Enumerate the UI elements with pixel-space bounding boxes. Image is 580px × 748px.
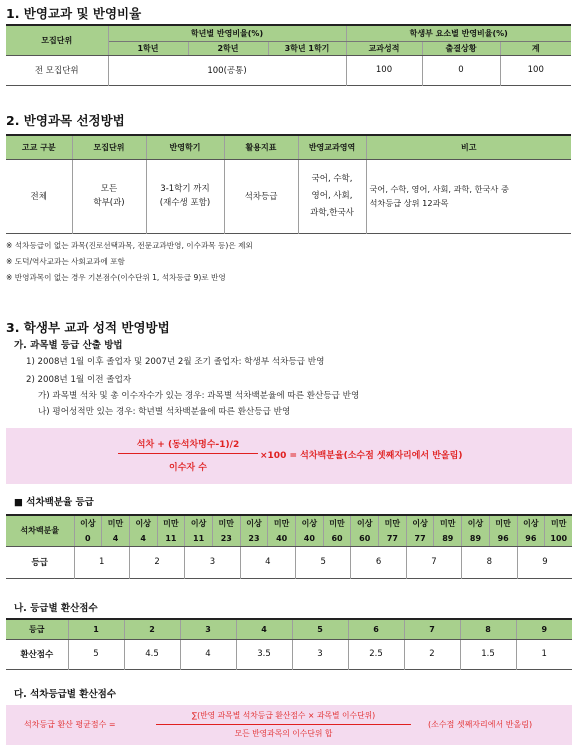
cell-unit: 전 모집단위 <box>6 55 108 85</box>
conv-grade: 7 <box>404 619 460 639</box>
grade-cell: 6 <box>351 546 406 578</box>
conv-grade: 6 <box>348 619 404 639</box>
conv-score: 3.5 <box>236 639 292 669</box>
header-unit: 모집단위 <box>72 135 146 159</box>
conv-grade: 5 <box>292 619 348 639</box>
header-grade2: 2학년 <box>188 41 268 55</box>
cell-semester-line1: 3-1학기 까지 <box>160 184 210 194</box>
cell-attendance: 0 <box>422 55 500 85</box>
section3-title: 3. 학생부 교과 성적 반영방법 <box>6 320 170 335</box>
pct-value: 96 <box>517 531 545 546</box>
conv-score: 2.5 <box>348 639 404 669</box>
percentile-table-title: ■ 석차백분율 등급 <box>14 497 94 508</box>
header-school: 고교 구분 <box>6 135 72 159</box>
conv-grade: 2 <box>124 619 180 639</box>
pct-value: 40 <box>296 531 324 546</box>
formula-fraction-bar <box>118 453 258 454</box>
cell-area-line2: 영어, 사회, <box>311 190 353 201</box>
cell-unit <box>72 159 146 233</box>
pct-value: 23 <box>212 531 240 546</box>
grade-cell: 1 <box>74 546 129 578</box>
method-line-1: 1) 2008년 1월 이후 졸업자 및 2007년 2월 조기 졸업자: 학생부 석차등급 반영 <box>26 357 325 367</box>
pct-above-2: 이상 <box>129 515 157 531</box>
conv-score-label: 환산점수 <box>6 639 68 669</box>
pct-value: 40 <box>268 531 296 546</box>
conv-score: 1.5 <box>460 639 516 669</box>
pct-value: 60 <box>323 531 351 546</box>
conv-grade: 8 <box>460 619 516 639</box>
conv-grade: 9 <box>516 619 572 639</box>
pct-below-1: 미만 <box>102 515 130 531</box>
pct-value: 11 <box>157 531 185 546</box>
pct-above-5: 이상 <box>296 515 324 531</box>
note-2: ※ 도덕/역사교과는 사회교과에 포함 <box>6 257 125 266</box>
percentile-table <box>6 514 572 579</box>
conv-score: 4 <box>180 639 236 669</box>
avg-formula-lhs: 석차등급 환산 평균점수 = <box>24 720 116 729</box>
pct-below-8: 미만 <box>489 515 517 531</box>
subsection-c-title: 다. 석차등급별 환산점수 <box>14 689 116 700</box>
conv-score: 1 <box>516 639 572 669</box>
cell-area-line1: 국어, 수학, <box>311 173 353 184</box>
pct-below-4: 미만 <box>268 515 296 531</box>
cell-area-line3: 과학,한국사 <box>310 207 354 218</box>
pct-above-3: 이상 <box>185 515 213 531</box>
avg-formula-fraction-bar <box>156 724 411 725</box>
header-index: 활용지표 <box>224 135 298 159</box>
pct-above-9: 이상 <box>517 515 545 531</box>
conv-header-grade: 등급 <box>6 619 68 639</box>
method-line-4: 나) 평어성적만 있는 경우: 학년별 석차백분율에 따른 환산등급 반영 <box>38 407 291 417</box>
header-note: 비고 <box>366 135 571 159</box>
grade-cell: 7 <box>406 546 461 578</box>
conv-score: 2 <box>404 639 460 669</box>
conv-grade: 3 <box>180 619 236 639</box>
formula-denominator: 이수자 수 <box>169 463 207 473</box>
pct-below-9: 미만 <box>545 515 573 531</box>
avg-formula-rhs: (소수점 셋째자리에서 반올림) <box>428 720 533 729</box>
note-3: ※ 반영과목이 없는 경우 기본점수(이수단위 1, 석차등급 9)로 반영 <box>6 273 226 282</box>
pct-value: 77 <box>406 531 434 546</box>
pct-value: 23 <box>240 531 268 546</box>
pct-above-6: 이상 <box>351 515 379 531</box>
method-line-2: 2) 2008년 1월 이전 졸업자 <box>26 375 132 385</box>
grade-cell: 8 <box>462 546 517 578</box>
pct-above-7: 이상 <box>406 515 434 531</box>
grade-cell: 9 <box>517 546 572 578</box>
subject-table <box>6 134 571 234</box>
conv-score: 5 <box>68 639 124 669</box>
section1-title: 1. 반영교과 및 반영비율 <box>6 6 142 21</box>
percentile-label: 석차백분율 <box>6 515 74 546</box>
cell-index: 석차등급 <box>224 159 298 233</box>
pct-value: 4 <box>129 531 157 546</box>
cell-school: 전체 <box>6 159 72 233</box>
header-area: 반영교과영역 <box>298 135 366 159</box>
subsection-a-title: 가. 과목별 등급 산출 방법 <box>14 340 123 351</box>
formula-rhs: ×100 = 석차백분율(소수점 셋째자리에서 반올림) <box>260 451 463 461</box>
grade-cell: 3 <box>185 546 240 578</box>
header-unit: 모집단위 <box>6 25 108 55</box>
pct-value: 77 <box>379 531 407 546</box>
header-score: 교과성적 <box>346 41 422 55</box>
pct-below-7: 미만 <box>434 515 462 531</box>
cell-unit-line2: 학부(과) <box>93 198 125 208</box>
pct-below-2: 미만 <box>157 515 185 531</box>
cell-note <box>366 159 571 233</box>
cell-semester-line2: (재수생 포함) <box>159 198 211 208</box>
percentile-formula-box <box>6 428 572 484</box>
header-semester: 반영학기 <box>146 135 224 159</box>
header-item-ratio: 학생부 요소별 반영비율(%) <box>346 25 571 41</box>
header-grade3: 3학년 1학기 <box>268 41 346 55</box>
conversion-table <box>6 618 572 670</box>
note-1: ※ 석차등급이 없는 과목(진로선택과목, 전문교과반영, 이수과목 등)은 제외 <box>6 241 253 250</box>
average-formula-box <box>6 705 572 745</box>
cell-score: 100 <box>346 55 422 85</box>
cell-semester <box>146 159 224 233</box>
cell-grade-ratio: 100(공통) <box>108 55 346 85</box>
pct-above-1: 이상 <box>74 515 102 531</box>
pct-value: 0 <box>74 531 102 546</box>
pct-above-8: 이상 <box>462 515 490 531</box>
grade-cell: 5 <box>296 546 351 578</box>
header-attendance: 출결상황 <box>422 41 500 55</box>
pct-value: 4 <box>102 531 130 546</box>
conv-score: 3 <box>292 639 348 669</box>
cell-note-line1: 국어, 수학, 영어, 사회, 과학, 한국사 중 <box>369 184 509 194</box>
section2-title: 2. 반영과목 선정방법 <box>6 113 125 128</box>
pct-value: 89 <box>434 531 462 546</box>
pct-value: 100 <box>545 531 573 546</box>
header-grade1: 1학년 <box>108 41 188 55</box>
pct-value: 60 <box>351 531 379 546</box>
pct-value: 89 <box>462 531 490 546</box>
ratio-table <box>6 24 571 86</box>
cell-note-line2: 석차등급 상위 12과목 <box>369 198 449 208</box>
pct-below-5: 미만 <box>323 515 351 531</box>
method-line-3: 가) 과목별 석차 및 총 이수자수가 있는 경우: 과목별 석차백분율에 따른 환산등급 반영 <box>38 391 360 401</box>
subsection-b-title: 나. 등급별 환산점수 <box>14 603 98 614</box>
pct-below-3: 미만 <box>212 515 240 531</box>
pct-value: 11 <box>185 531 213 546</box>
formula-numerator: 석차 + (동석차명수-1)/2 <box>136 440 240 450</box>
pct-below-6: 미만 <box>379 515 407 531</box>
header-grade-ratio: 학년별 반영비율(%) <box>108 25 346 41</box>
grade-label: 등급 <box>6 546 74 578</box>
cell-area <box>298 159 366 233</box>
grade-cell: 2 <box>129 546 184 578</box>
header-total: 계 <box>500 41 571 55</box>
pct-above-4: 이상 <box>240 515 268 531</box>
avg-formula-numerator: ∑(반영 과목별 석차등급 환산점수 × 과목별 이수단위) <box>191 711 376 720</box>
grade-cell: 4 <box>240 546 295 578</box>
cell-unit-line1: 모든 <box>100 184 118 194</box>
avg-formula-denominator: 모든 반영과목의 이수단위 합 <box>234 729 333 738</box>
cell-total: 100 <box>500 55 571 85</box>
conv-grade: 1 <box>68 619 124 639</box>
pct-value: 96 <box>489 531 517 546</box>
conv-grade: 4 <box>236 619 292 639</box>
conv-score: 4.5 <box>124 639 180 669</box>
